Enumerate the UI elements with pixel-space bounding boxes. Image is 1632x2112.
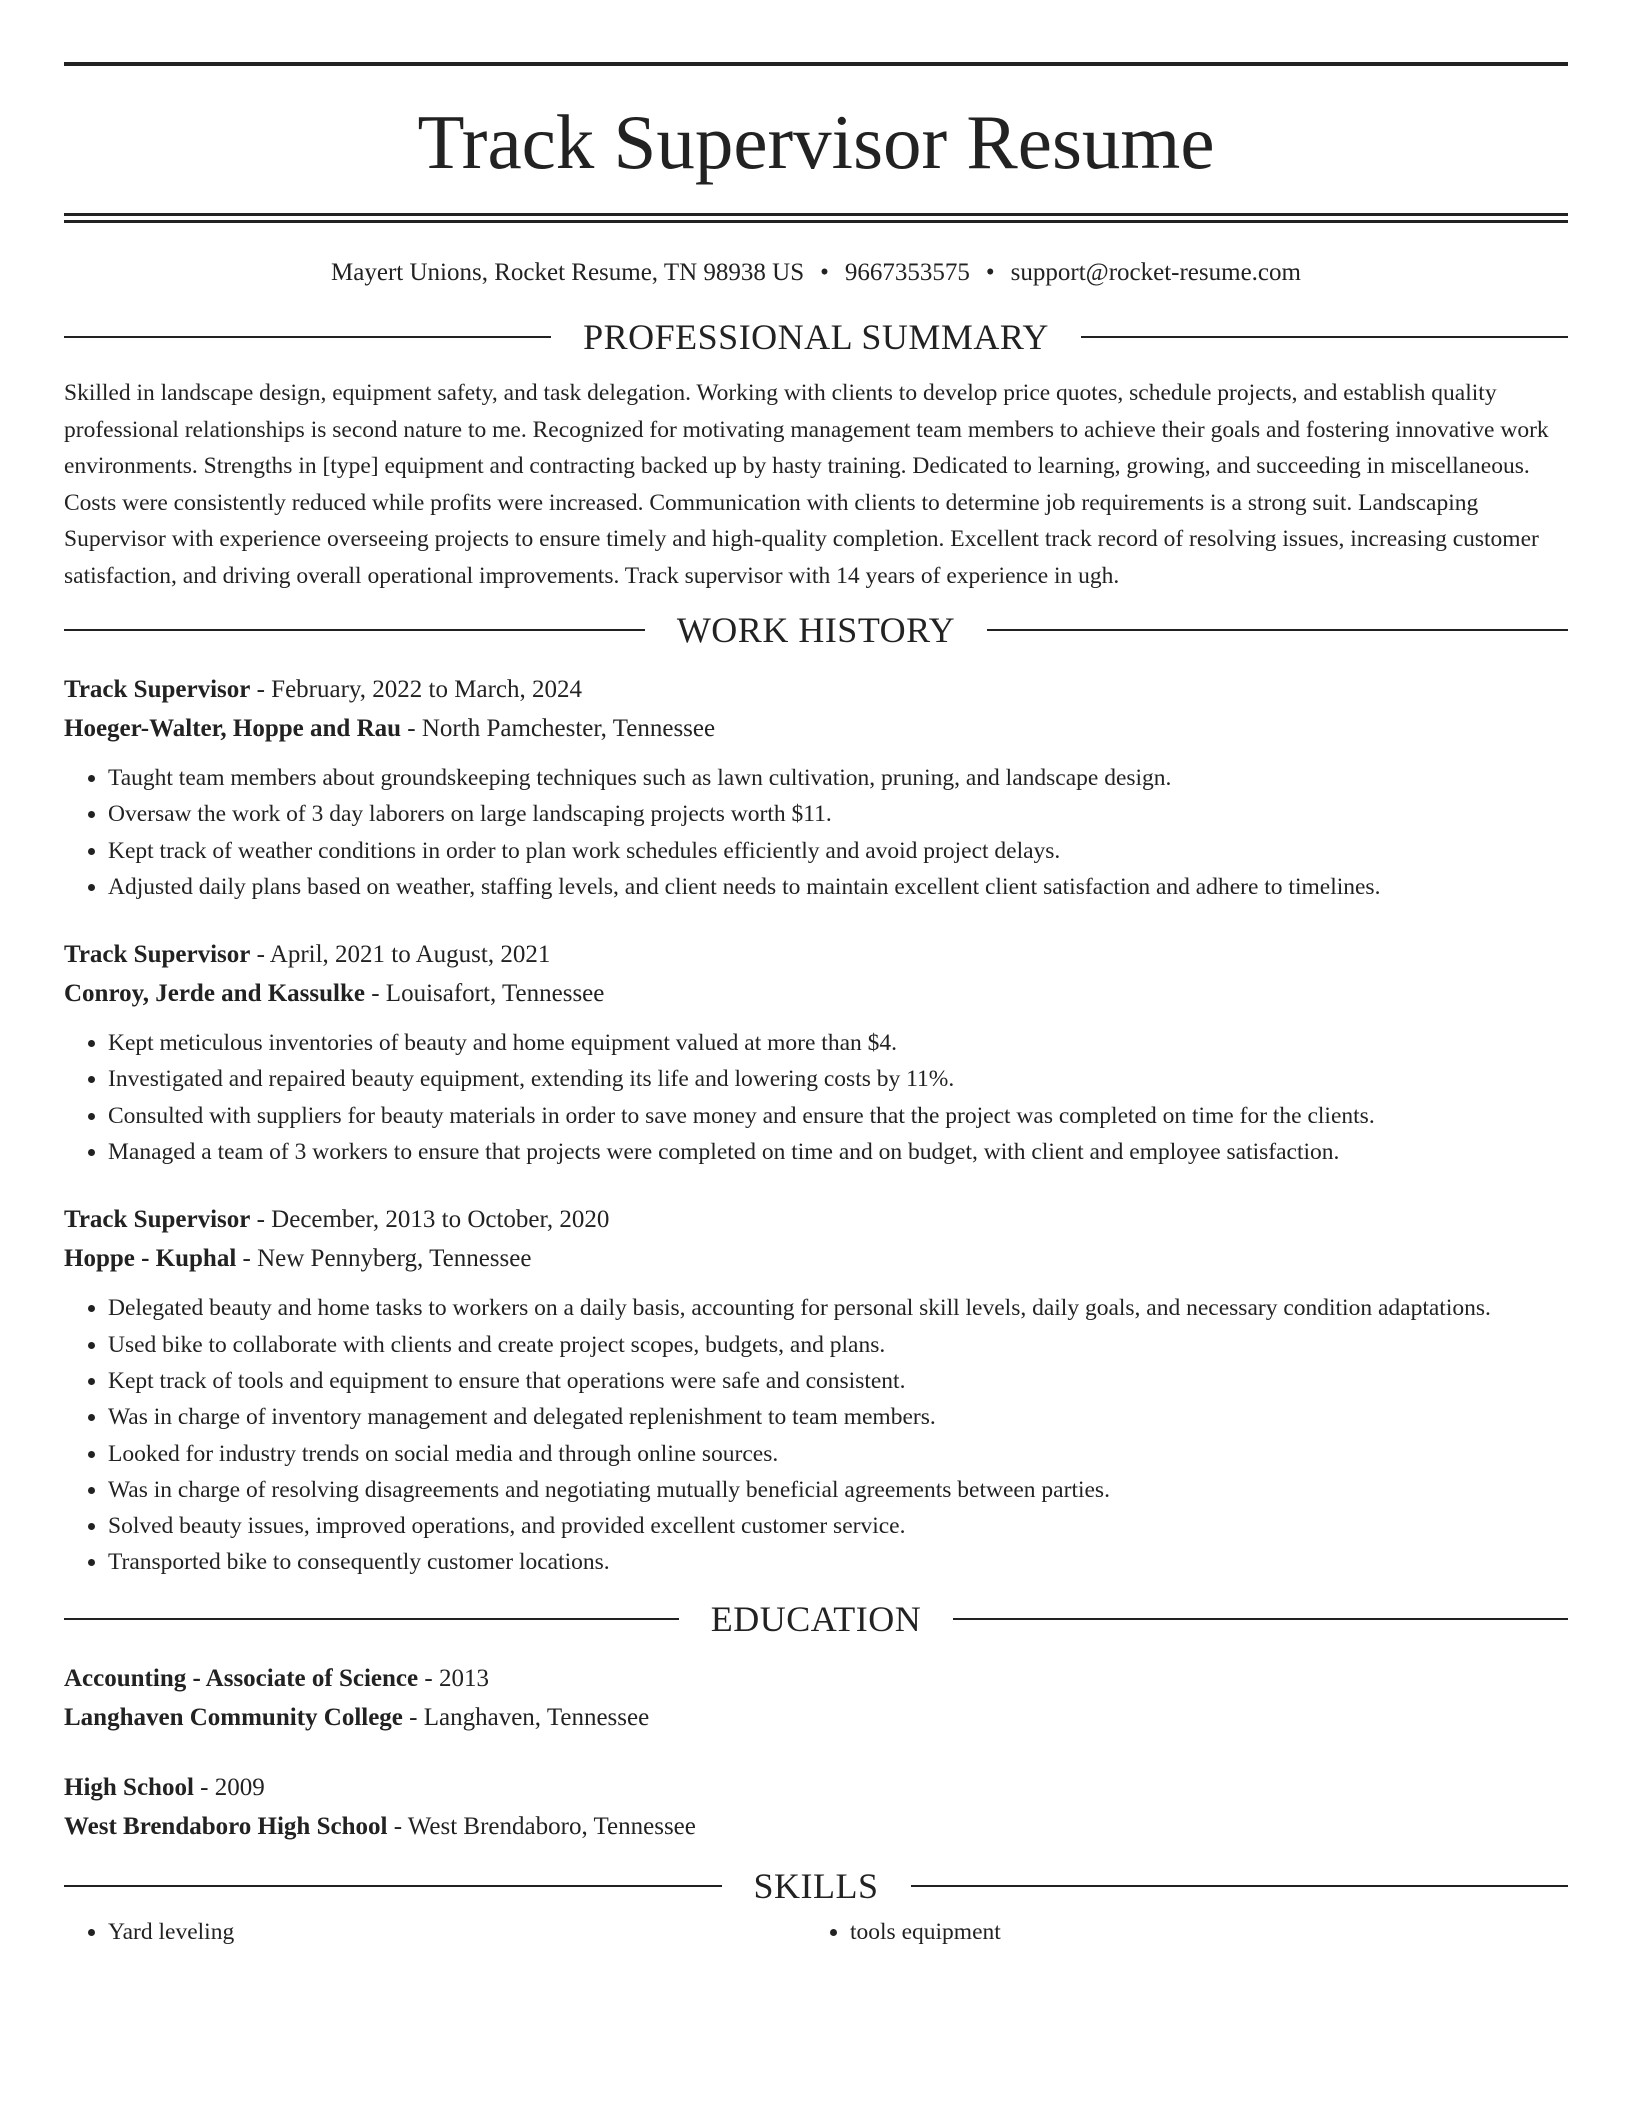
education-entry	[64, 1768, 1568, 1846]
skill-item: • tools equipment	[850, 1914, 1548, 1950]
job-title-line	[64, 1200, 1568, 1239]
job-bullets	[64, 1290, 1568, 1580]
education-entry	[64, 1659, 1568, 1737]
job-entry	[64, 1200, 1568, 1580]
header-top-rule	[64, 62, 1568, 66]
job-entry	[64, 670, 1568, 905]
job-bullet: • Transported bike to consequently customer locations.	[108, 1544, 1568, 1580]
job-title-line	[64, 935, 1568, 974]
skill-item: • Yard leveling	[108, 1914, 806, 1950]
job-entry	[64, 935, 1568, 1170]
education-degree-line	[64, 1659, 1568, 1698]
job-title-line	[64, 670, 1568, 709]
heading-rule-right	[1081, 336, 1568, 338]
contact-phone: 9667353575	[844, 259, 970, 286]
skills-column-left	[64, 1914, 806, 1950]
job-company: Conroy, Jerde and Kassulke	[64, 980, 365, 1008]
job-bullet: • Consulted with suppliers for beauty materials in order to save money and ensure that the project was completed on time for the clients.	[108, 1098, 1568, 1134]
job-bullet: • Managed a team of 3 workers to ensure that projects were completed on time and on budget, with client and employee satisfaction.	[108, 1134, 1568, 1170]
section-heading-label: WORK HISTORY	[676, 610, 956, 650]
job-bullet: • Kept meticulous inventories of beauty and home equipment valued at more than $4.	[108, 1025, 1568, 1061]
job-company-line	[64, 1239, 1568, 1278]
heading-rule-right	[953, 1618, 1568, 1620]
contact-address: Mayert Unions, Rocket Resume, TN 98938 US	[331, 259, 805, 286]
job-location: - North Pamchester, Tennessee	[401, 715, 716, 742]
skills-column-right	[806, 1914, 1548, 1950]
job-bullets	[64, 760, 1568, 905]
job-dates: - December, 2013 to October, 2020	[250, 1206, 610, 1234]
education-location: - West Brendaboro, Tennessee	[387, 1812, 696, 1840]
job-dates: - February, 2022 to March, 2024	[250, 676, 582, 703]
resume-title: Track Supervisor Resume	[417, 99, 1215, 185]
job-location: - Louisafort, Tennessee	[364, 980, 605, 1008]
education-degree: Accounting - Associate of Science	[64, 1664, 419, 1692]
heading-rule-left	[64, 1618, 679, 1620]
heading-rule-left	[64, 629, 645, 631]
contact-separator: •	[985, 259, 995, 286]
job-bullet: • Solved beauty issues, improved operations, and provided excellent customer service.	[108, 1508, 1568, 1544]
section-heading-label: PROFESSIONAL SUMMARY	[583, 317, 1049, 357]
job-company-line	[64, 709, 1568, 748]
job-company: Hoppe - Kuphal	[64, 1245, 237, 1273]
header-double-rule	[64, 213, 1568, 223]
job-bullet: • Kept track of tools and equipment to ensure that operations were safe and consistent.	[108, 1363, 1568, 1399]
job-bullet: • Was in charge of resolving disagreements and negotiating mutually beneficial agreements between parties.	[108, 1472, 1568, 1508]
job-bullet: • Taught team members about groundskeeping techniques such as lawn cultivation, pruning, and landscape design.	[108, 760, 1568, 796]
job-location: - New Pennyberg, Tennessee	[236, 1245, 532, 1273]
job-bullet: • Oversaw the work of 3 day laborers on large landscaping projects worth $11.	[108, 796, 1568, 832]
education-school-line	[64, 1698, 1568, 1737]
job-title: Track Supervisor	[64, 676, 251, 703]
contact-email: support@rocket-resume.com	[1010, 259, 1301, 286]
section-heading-summary	[64, 319, 1568, 355]
summary-text: Skilled in landscape design, equipment safety, and task delegation. Working with clients to develop price quotes, schedule projects, and establish quality professional relationships is second nature to me. Recognized for motivating management team members to achieve their goals and fostering innovative work environments. Strengths in [type] equipment and contracting backed up by hasty training. Dedicated to learning, growing, and succeeding in miscellaneous. Costs were consistently reduced while profits were increased. Communication with clients to determine job requirements is a strong suit. Landscaping Supervisor with experience overseeing projects to ensure timely and high-quality completion. Excellent track record of resolving issues, increasing customer satisfaction, and driving overall operational improvements. Track supervisor with 14 years of experience in ugh.	[64, 380, 1549, 589]
education-school: Langhaven Community College	[64, 1703, 403, 1731]
section-heading-label: EDUCATION	[710, 1598, 922, 1639]
education-year: - 2013	[418, 1664, 489, 1692]
job-title: Track Supervisor	[64, 941, 251, 969]
heading-rule-right	[911, 1885, 1569, 1887]
job-dates: - April, 2021 to August, 2021	[250, 941, 551, 969]
section-heading-label: SKILLS	[753, 1865, 879, 1906]
section-heading-skills	[64, 1865, 1568, 1906]
job-bullet: • Adjusted daily plans based on weather, staffing levels, and client needs to maintain excellent client satisfaction and adhere to timelines.	[108, 869, 1568, 905]
job-bullet: • Kept track of weather conditions in order to plan work schedules efficiently and avoid project delays.	[108, 833, 1568, 869]
education-degree-line	[64, 1768, 1568, 1807]
education-year: - 2009	[193, 1773, 265, 1801]
job-title: Track Supervisor	[64, 1206, 251, 1234]
job-company-line	[64, 974, 1568, 1013]
job-bullet: • Investigated and repaired beauty equipment, extending its life and lowering costs by 11%.	[108, 1061, 1568, 1097]
contact-separator: •	[820, 259, 829, 286]
job-bullet: • Used bike to collaborate with clients and create project scopes, budgets, and plans.	[108, 1327, 1568, 1363]
contact-line	[64, 260, 1568, 285]
section-heading-work-history	[64, 612, 1568, 648]
skills-list	[64, 1914, 1568, 1950]
education-school: West Brendaboro High School	[64, 1812, 388, 1840]
education-location: - Langhaven, Tennessee	[402, 1703, 650, 1731]
job-bullet: • Delegated beauty and home tasks to workers on a daily basis, accounting for personal skill levels, daily goals, and necessary condition adaptations.	[108, 1290, 1568, 1326]
heading-rule-right	[987, 629, 1568, 631]
heading-rule-left	[64, 336, 551, 338]
resume-page	[64, 0, 1568, 1950]
heading-rule-left	[64, 1885, 722, 1887]
job-company: Hoeger-Walter, Hoppe and Rau	[64, 715, 402, 742]
job-bullets	[64, 1025, 1568, 1170]
job-bullet: • Was in charge of inventory management and delegated replenishment to team members.	[108, 1399, 1568, 1435]
job-bullet: • Looked for industry trends on social media and through online sources.	[108, 1436, 1568, 1472]
section-heading-education	[64, 1598, 1568, 1639]
education-school-line	[64, 1807, 1568, 1846]
education-degree: High School	[64, 1773, 194, 1801]
